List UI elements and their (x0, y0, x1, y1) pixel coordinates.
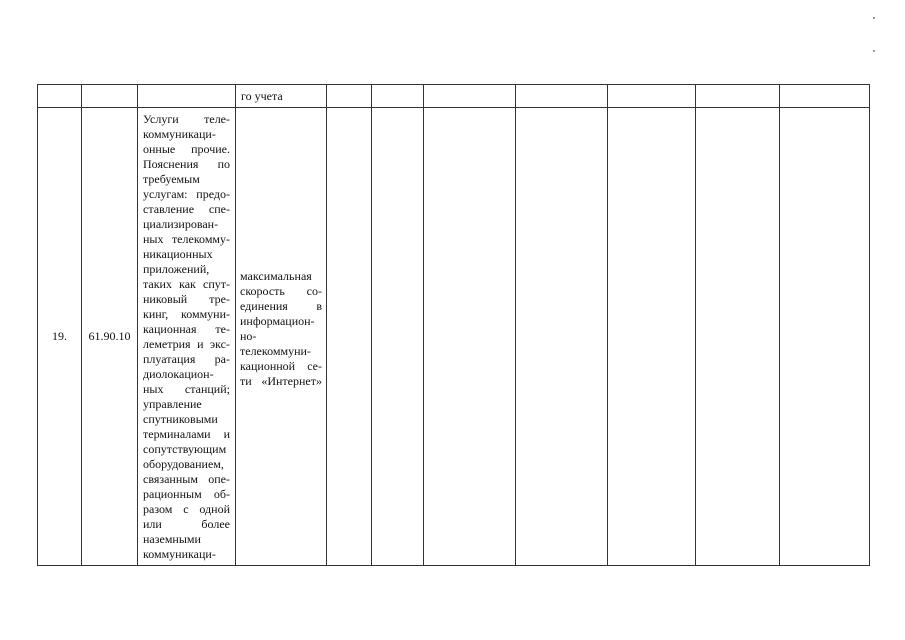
cell-empty (424, 108, 516, 566)
cell-empty (372, 108, 424, 566)
characteristic-line: но- (240, 329, 257, 343)
description-line: приложений, (143, 262, 210, 276)
description-line: диолокацион- (143, 367, 214, 381)
description-line: наземными (143, 532, 201, 546)
cell-characteristic (236, 85, 327, 108)
row-characteristic (236, 108, 327, 566)
description-line: услугам: предо- (143, 187, 230, 201)
description-line: терминалами и (143, 427, 230, 441)
description-line: кинг, коммуни- (143, 307, 230, 321)
description-line: требуемым (143, 172, 200, 186)
cell-code (82, 85, 138, 108)
characteristic-line: информацион- (240, 314, 315, 328)
description-line: циализирован- (143, 217, 219, 231)
cell-empty (780, 108, 870, 566)
description-line: рационным об- (143, 487, 230, 501)
description-line: коммуникаци- (143, 127, 216, 141)
characteristic-line: кационной се- (240, 359, 322, 373)
description-line: кационная те- (143, 322, 230, 336)
scan-speck (873, 17, 875, 19)
requirements-table (37, 84, 870, 566)
cell-empty (696, 85, 780, 108)
description-line: леметрия и экс- (143, 337, 230, 351)
description-line: плуатация ра- (143, 352, 230, 366)
cell-empty (327, 85, 372, 108)
characteristic-line: ти «Интернет» (240, 374, 322, 388)
characteristic-line: скорость со- (240, 284, 322, 298)
description-text (138, 108, 235, 562)
description-line: коммуникаци- (143, 547, 216, 561)
description-line: ных станций; (143, 382, 230, 396)
characteristic-line: единения в (240, 299, 322, 313)
cell-empty (516, 85, 608, 108)
description-line: никационных (143, 247, 213, 261)
characteristic-line: телекоммуни- (240, 344, 311, 358)
cell-empty (608, 85, 696, 108)
description-line: ных телекомму- (143, 232, 230, 246)
description-line: разом с одной (143, 502, 230, 516)
description-line: управление (143, 397, 202, 411)
description-line: связанным опе- (143, 472, 230, 486)
description-line: оборудованием, (143, 457, 224, 471)
description-line: Пояснения по (143, 157, 230, 171)
description-line: таких как спут- (143, 277, 230, 291)
description-line: онные прочие. (143, 142, 230, 156)
characteristic-text (236, 108, 326, 389)
characteristic-line: максимальная (240, 269, 312, 283)
cell-empty (327, 108, 372, 566)
description-line: спутниковыми (143, 412, 218, 426)
scan-speck (873, 50, 875, 52)
cell-empty (516, 108, 608, 566)
description-line: ставление спе- (143, 202, 230, 216)
cell-empty (424, 85, 516, 108)
row-description (138, 108, 236, 566)
table-row-19 (38, 108, 870, 566)
table-row-continuation (38, 85, 870, 108)
description-line: сопутствующим (143, 442, 227, 456)
cell-empty (372, 85, 424, 108)
cell-description (138, 85, 236, 108)
description-line: Услуги теле- (143, 112, 230, 126)
description-line: никовый тре- (143, 292, 230, 306)
row-number: 19. (38, 108, 82, 566)
cell-empty (608, 108, 696, 566)
cell-empty (780, 85, 870, 108)
description-line: или более (143, 517, 230, 531)
cell-empty (696, 108, 780, 566)
row-code: 61.90.10 (82, 108, 138, 566)
cell-number (38, 85, 82, 108)
characteristic-continuation-text: го учета (241, 89, 283, 103)
